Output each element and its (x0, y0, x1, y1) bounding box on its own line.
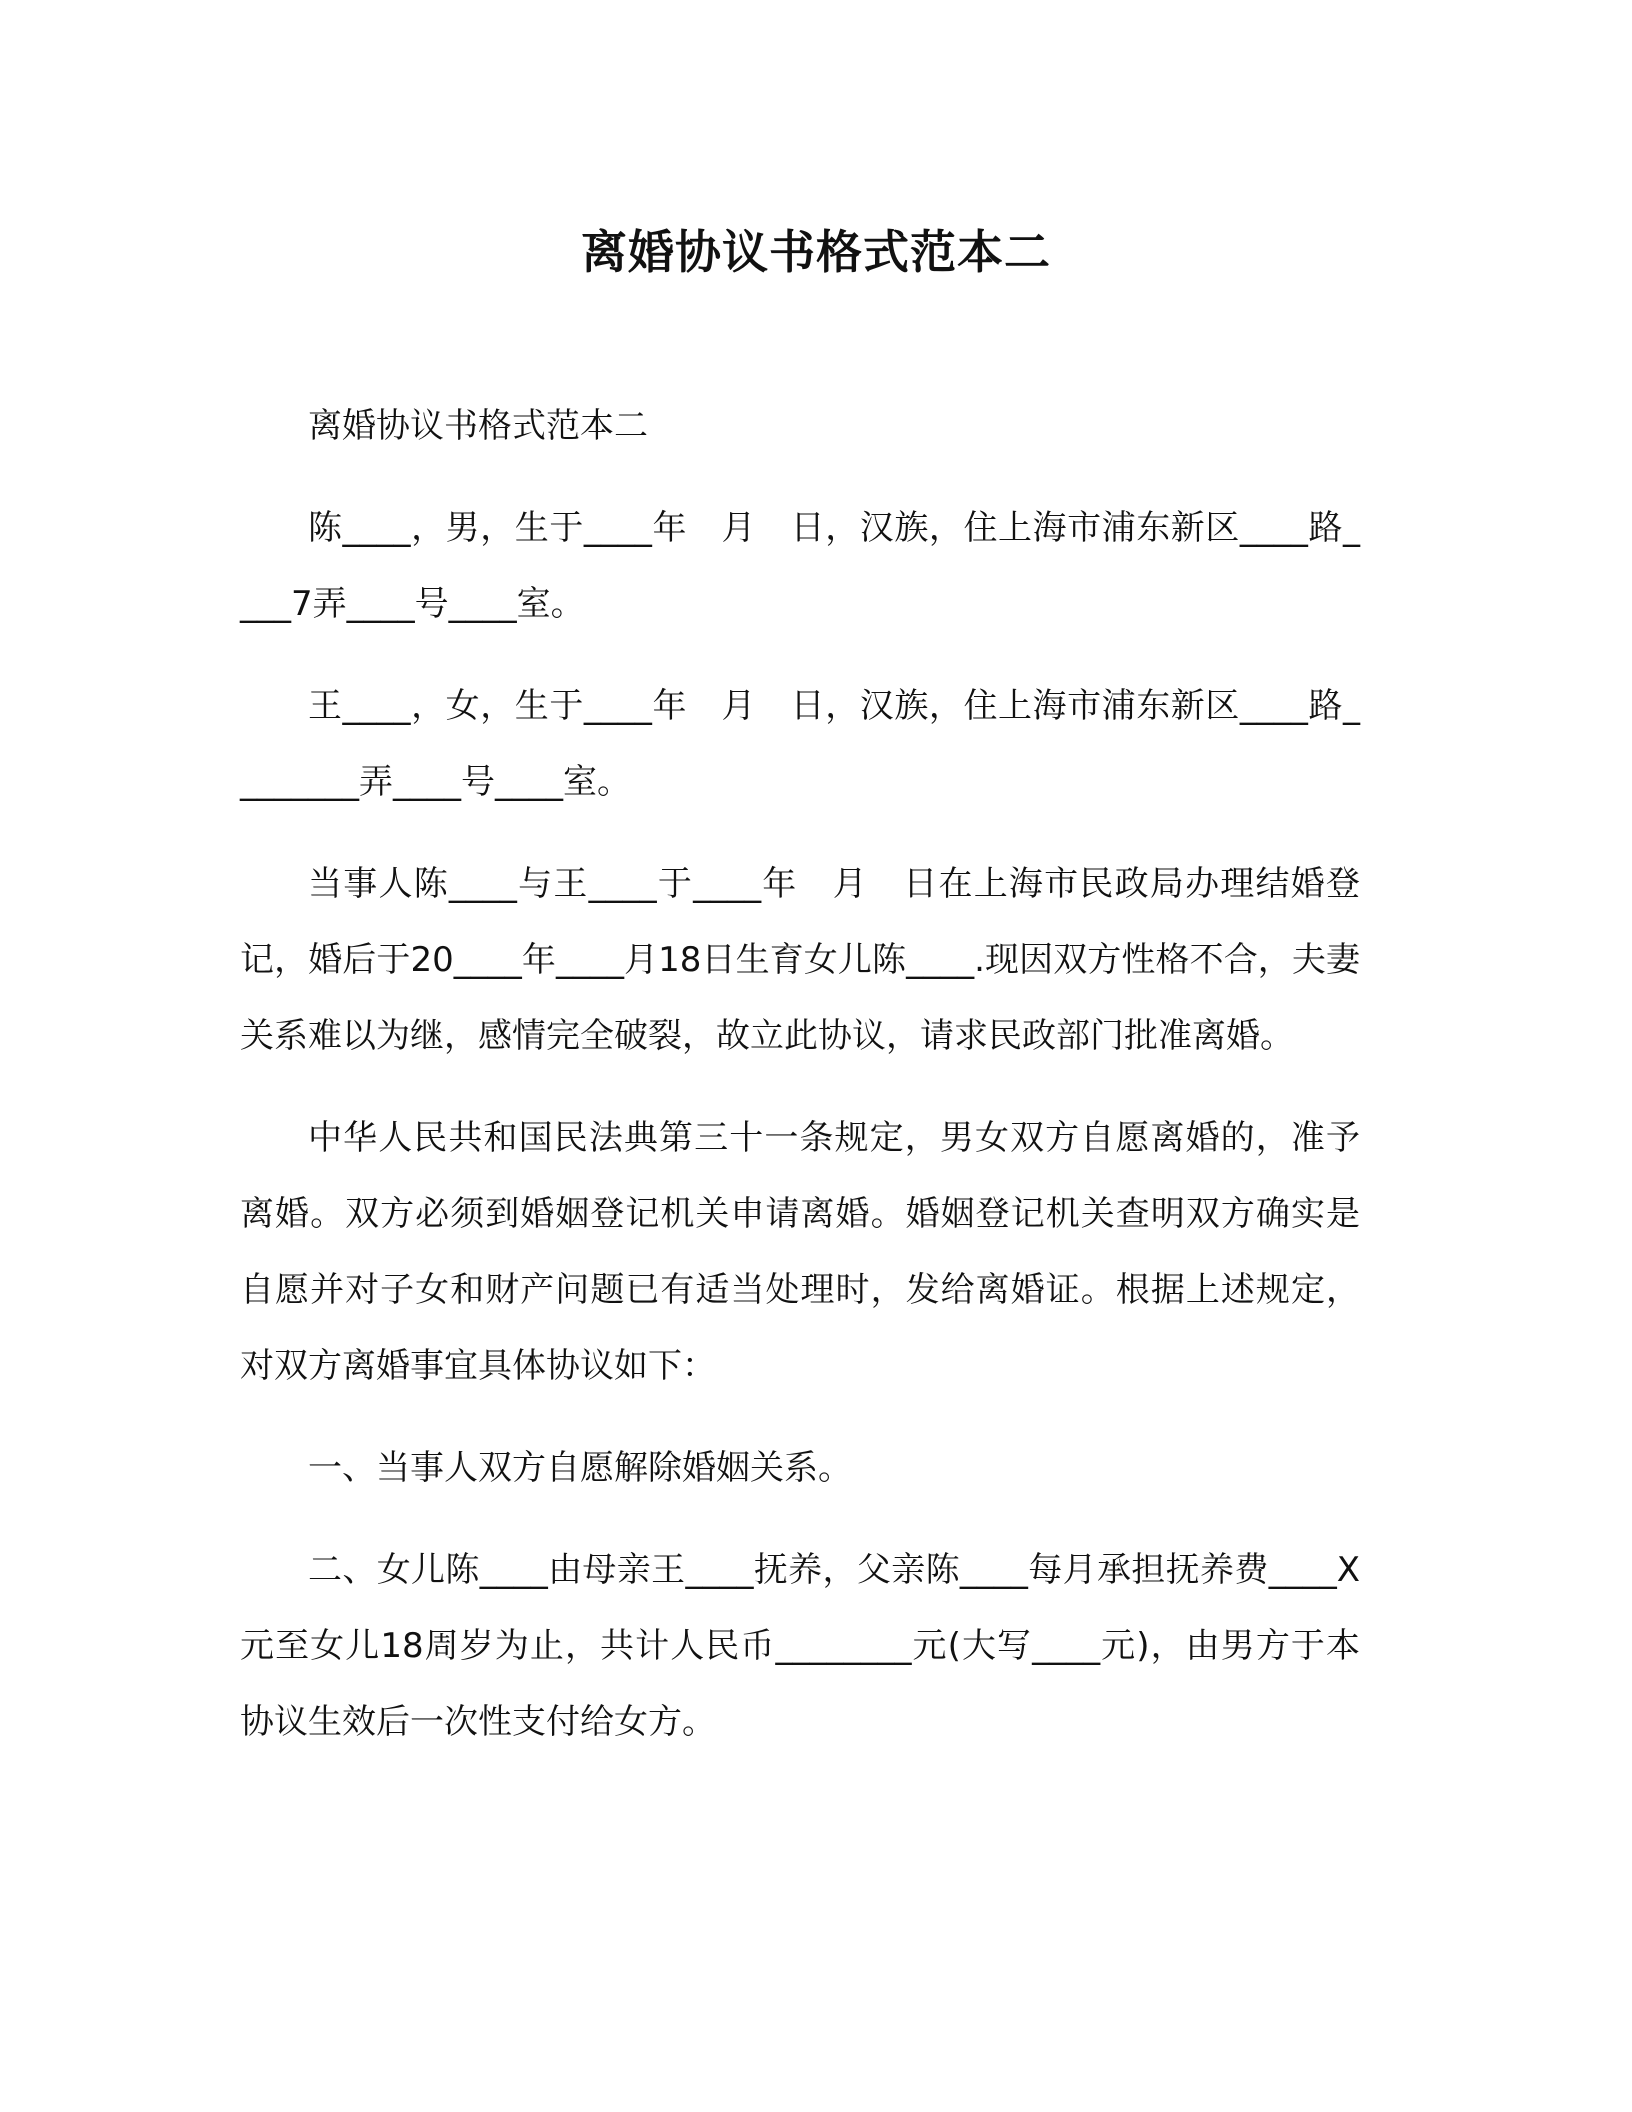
document-title: 离婚协议书格式范本二 (581, 225, 1051, 279)
paragraph-party-chen: 陈____，男，生于____年 月 日，汉族，住上海市浦东新区____路____7弄____号____室。 (240, 508, 1360, 624)
paragraph-subtitle: 离婚协议书格式范本二 (308, 406, 648, 446)
paragraph-party-wang: 王____，女，生于____年 月 日，汉族，住上海市浦东新区____路________弄____号____室。 (240, 686, 1360, 802)
paragraph-marriage-background: 当事人陈____与王____于____年 月 日在上海市民政局办理结婚登记，婚后于20____年____月18日生育女儿陈____.现因双方性格不合，夫妻关系难以为继，感情完全破裂，故立此协议，请求民政部门批准离婚。 (240, 864, 1360, 1056)
paragraph-clause-two: 二、女儿陈____由母亲王____抚养，父亲陈____每月承担抚养费____X元至女儿18周岁为止，共计人民币________元(大写____元)，由男方于本协议生效后一次性支付给女方。 (240, 1550, 1360, 1742)
paragraph-legal-basis: 中华人民共和国民法典第三十一条规定，男女双方自愿离婚的，准予离婚。双方必须到婚姻登记机关申请离婚。婚姻登记机关查明双方确实是自愿并对子女和财产问题已有适当处理时，发给离婚证。根据上述规定，对双方离婚事宜具体协议如下： (240, 1118, 1360, 1386)
document-body (240, 388, 1360, 1786)
paragraph-clause-one: 一、当事人双方自愿解除婚姻关系。 (308, 1448, 852, 1488)
